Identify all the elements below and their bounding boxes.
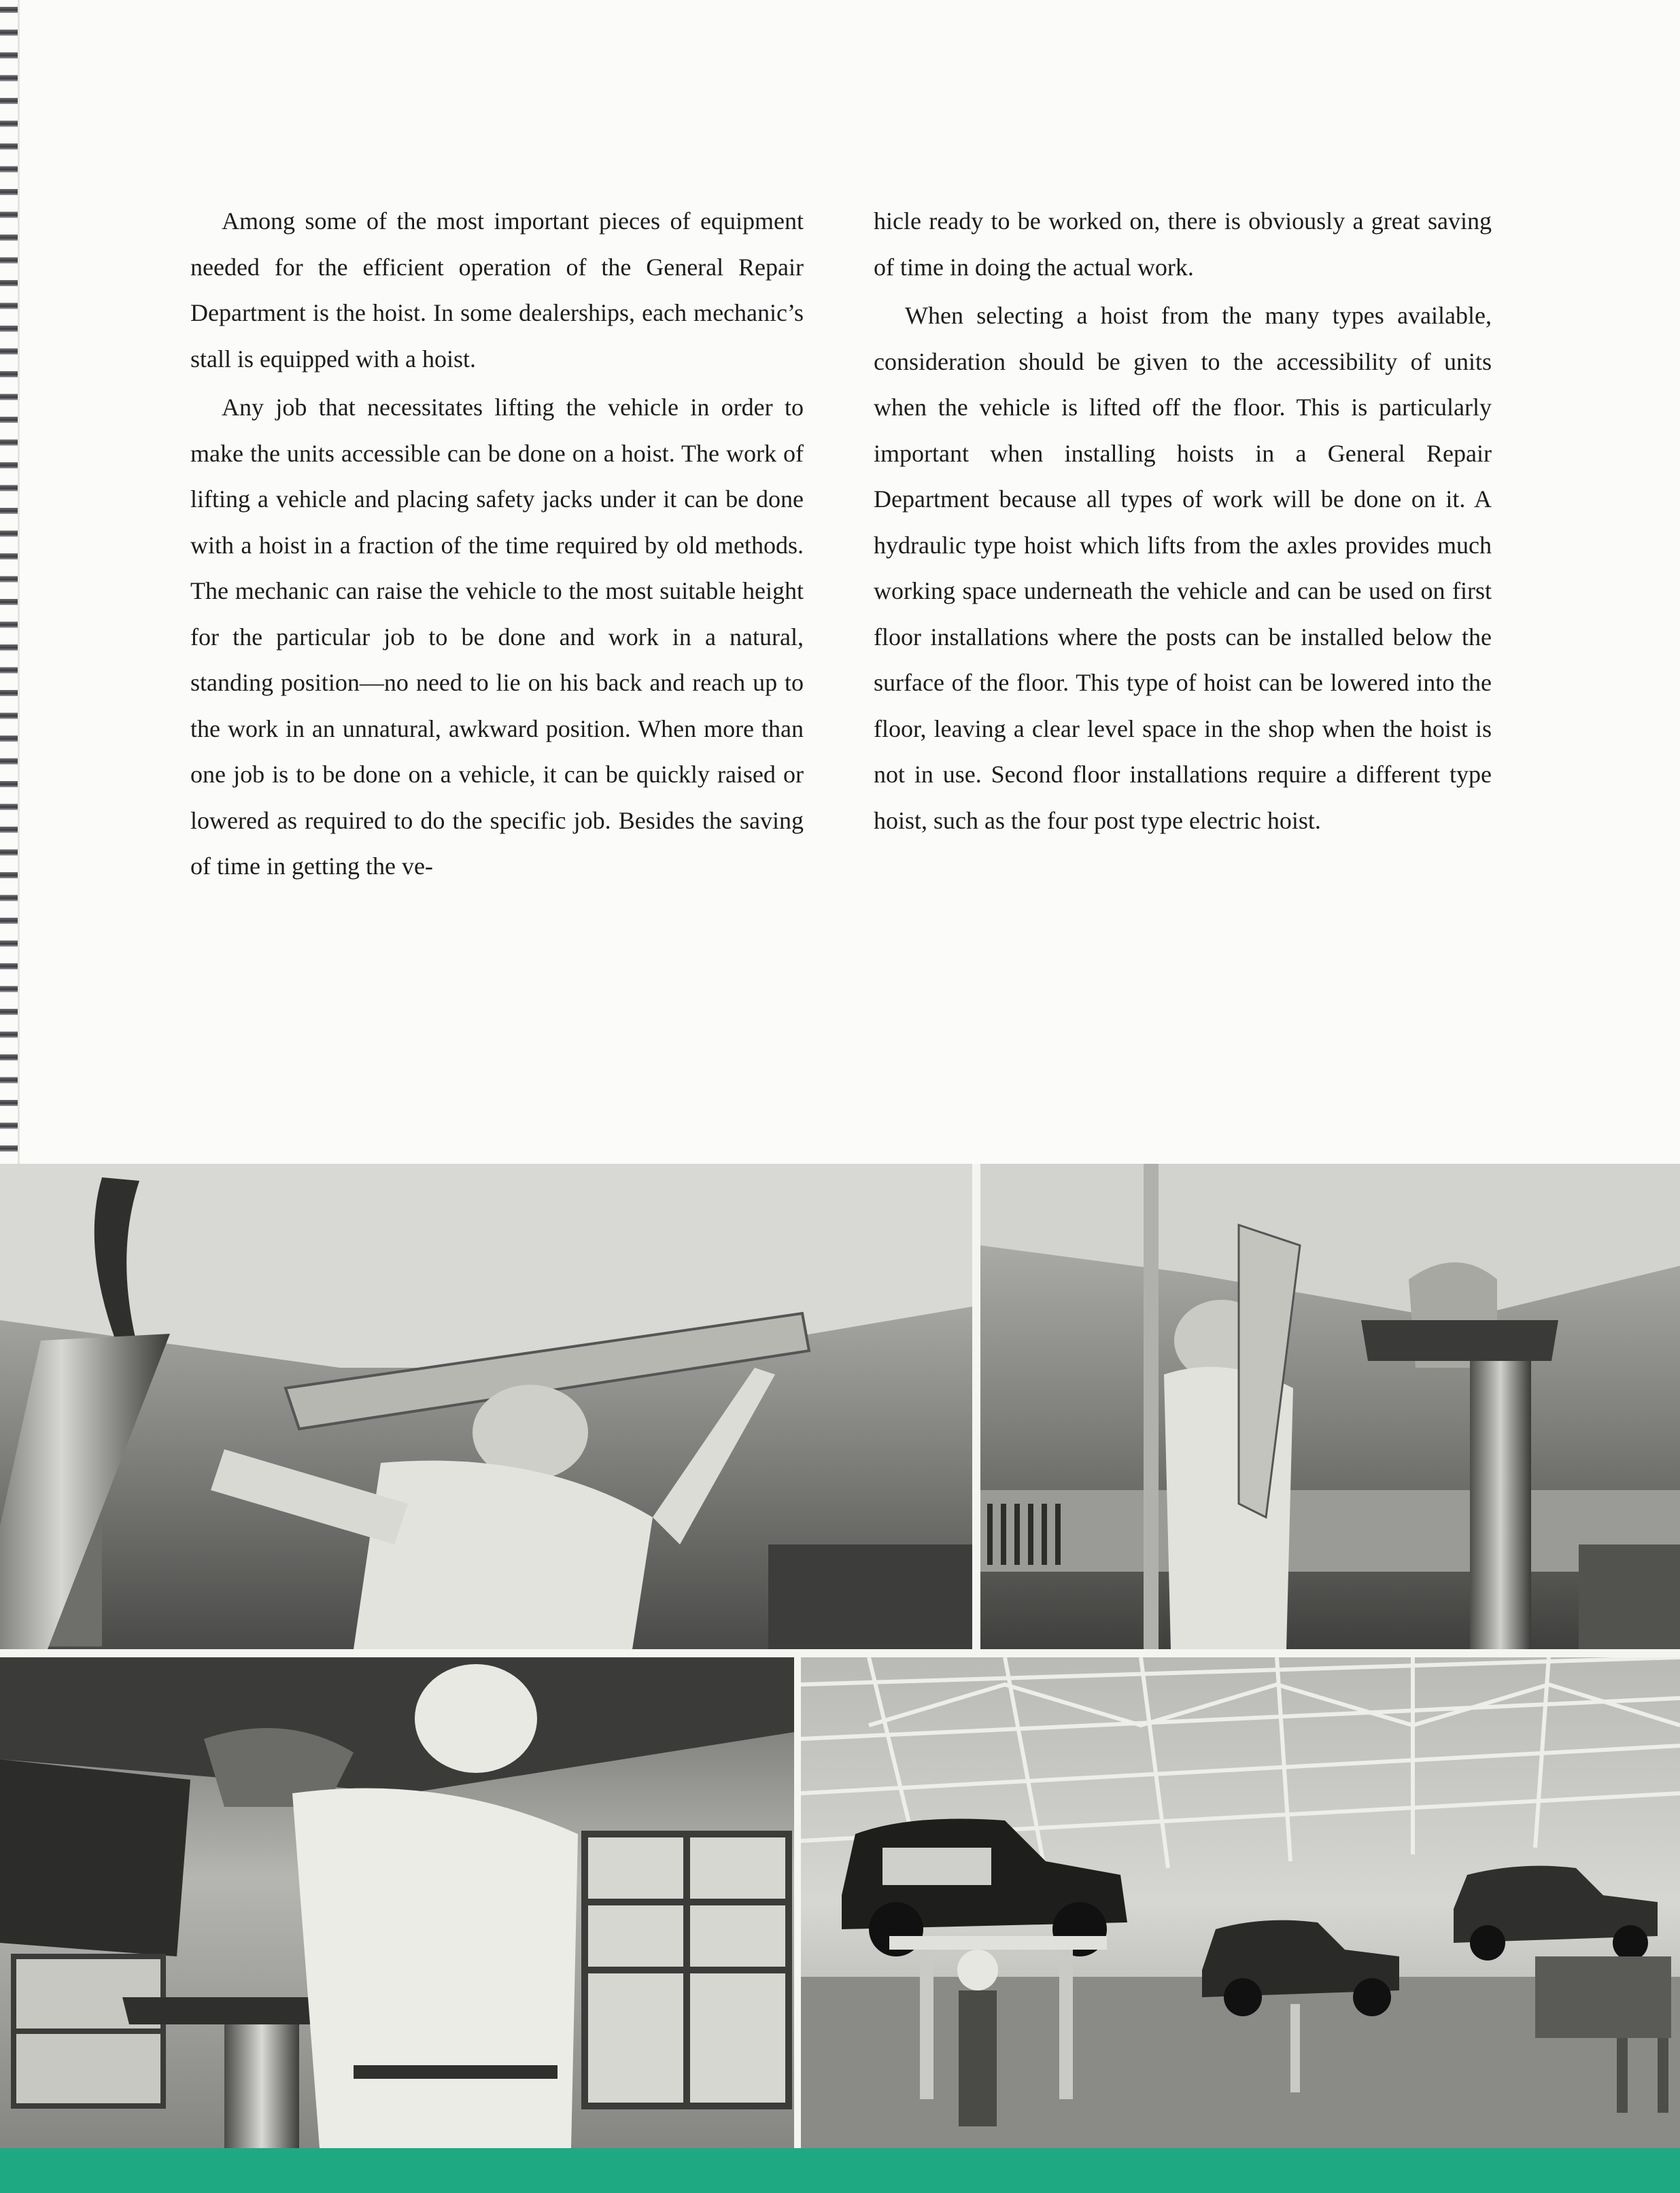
photo-hoist-axle-cradle [980, 1164, 1680, 1649]
photo-gutter [794, 1657, 801, 2148]
paragraph-hoist-intro: Among some of the most important pieces of equipment needed for the efficient operation of the General Repair Department is the hoist. In some dealerships, each mechanic’s stall is equipped with a hoist. [190, 207, 804, 373]
text-column-left [190, 198, 804, 893]
photo-mechanic-under-vehicle [0, 1164, 972, 1649]
text-column-right [874, 198, 1492, 846]
photo-gutter [972, 1164, 980, 1649]
footer-color-band [0, 2148, 1680, 2193]
paragraph-lifting-vehicle: Any job that necessitates lifting the vehicle in order to make the units accessible can be done on a hoist. The work of lifting a vehicle and placing safety jacks under it can be done with a hoist in a fraction of the time required by old methods. The mechanic can raise the vehicle to the most suitable height for the particular job to be done and work in a natural, standing position—no need to lie on his back and reach up to the work in an unnatural, awkward position. When more than one job is to be done on a vehicle, it can be quickly raised or lowered as required to do the specific job. Besides the saving of time in getting the ve- [190, 394, 804, 880]
photo-gutter [0, 1649, 1680, 1657]
photo-mechanic-rear-axle [0, 1657, 794, 2148]
paragraph-continued: hicle ready to be worked on, there is obviously a great saving of time in doing the actual work. [874, 207, 1492, 281]
paragraph-selecting-hoist: When selecting a hoist from the many types available, consideration should be given to the accessibility of units when the vehicle is lifted off the floor. This is particularly important when installing hoists in a General Repair Department because all types of work will be done on it. A hydraulic type hoist which lifts from the axles provides much working space underneath the vehicle and can be used on first floor installations where the posts can be installed below the surface of the floor. This type of hoist can be lowered into the floor, leaving a clear level space in the shop when the hoist is not in use. Second floor installations require a different type hoist, such as the four post type electric hoist. [874, 302, 1492, 834]
photo-shop-hoists [801, 1657, 1680, 2148]
